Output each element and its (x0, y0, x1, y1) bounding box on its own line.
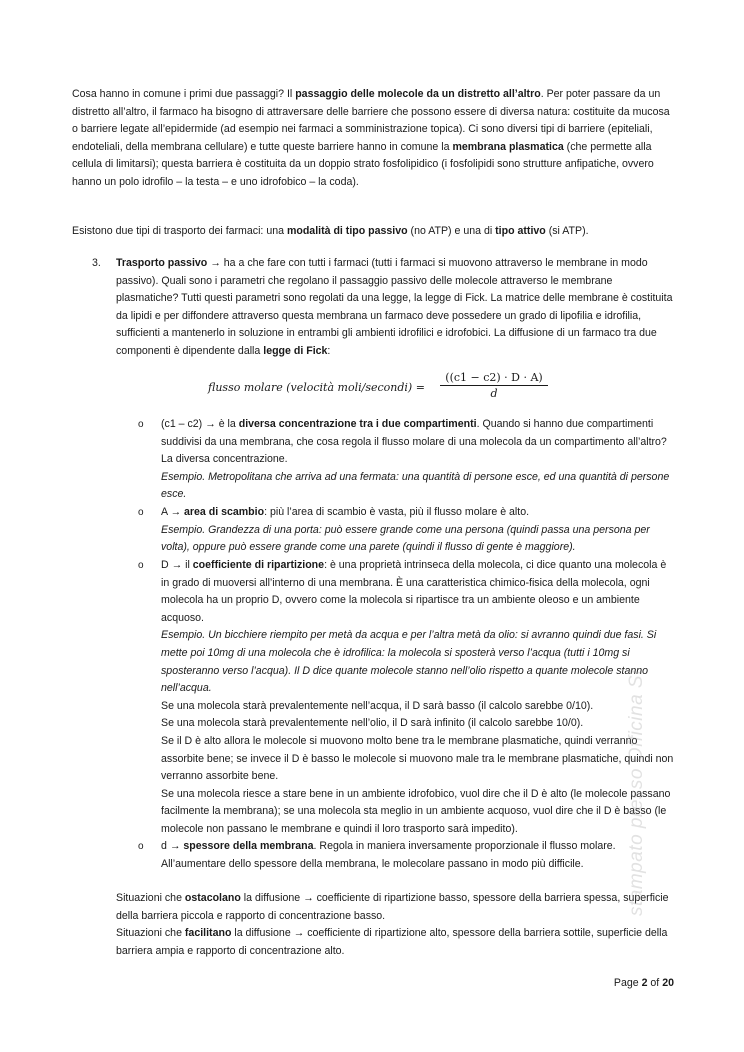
item-bold: diversa concentrazione tra i due compartimenti (238, 418, 477, 430)
intro-text-1: Cosa hanno in comune i primi due passaggi? Il (72, 88, 296, 100)
passive-transport-paragraph (116, 255, 674, 361)
fick-law-bold: legge di Fick (263, 344, 328, 357)
summary-text: Situazioni che (116, 892, 185, 904)
item-bold: area di scambio (183, 506, 265, 518)
item-text: : più l’area di scambio è vasta, più il flusso molare è alto. (264, 506, 530, 518)
types-bold-active: tipo attivo (495, 225, 546, 237)
arrow-icon: → (210, 257, 221, 269)
item-pre: è la (215, 418, 239, 430)
list-item-thickness (161, 838, 675, 873)
formula-lhs: flusso molare (velocità moli/secondi) = (208, 381, 425, 394)
item-extra-line: Se una molecola starà prevalentemente nell’acqua, il D sarà basso (il calcolo sarebbe 0/10). (161, 699, 594, 712)
formula-denominator: d (490, 387, 498, 400)
intro-bold-1: passaggio delle molecole da un distretto all’altro (295, 88, 541, 100)
list-item-area (161, 504, 675, 557)
item-lead: D (161, 559, 172, 571)
item-pre: il (182, 559, 193, 571)
summary-text: Situazioni che (116, 927, 185, 940)
types-text-1: Esistono due tipi di trasporto dei farmaci: una (72, 225, 287, 237)
item-text: : è una proprietà intrinseca della molecola, ci dice quanto una molecola è in grado di muoversi all’interno di una membrana. È una caratteristica chimico-fisica della molecola, ogni molecola ha un proprio D, ovvero come la molecola si ripartisce tra un ambiente oleoso e un ambiente acquoso. (161, 559, 667, 624)
item-bold: coefficiente di ripartizione (192, 559, 325, 571)
item-text: . Quando si hanno due compartimenti suddivisi da una membrana, che cosa regola il flusso molare di una molecola da un compartimento all’altro? La diversa concentrazione. (161, 418, 667, 466)
arrow-icon: → (205, 418, 216, 430)
page-total: 20 (662, 977, 674, 989)
item-lead: A (161, 506, 171, 518)
types-text-3: (si ATP). (545, 225, 589, 237)
page-current: 2 (641, 977, 648, 989)
summary-bold-facilitate: facilitano (184, 927, 232, 940)
passive-transport-title: Trasporto passivo (116, 257, 208, 269)
arrow-icon: → (169, 840, 181, 852)
passive-transport-text: ha a che fare con tutti i farmaci (tutti i farmaci si muovono attraverso le membrane in modo passivo). Quali sono i parametri che regolano il passaggio passivo delle molecole attraverso le membrane plasmatiche? Tutti questi parametri sono regolati da una legge, la legge di Fick. La matrice delle membrane è costituita da lipidi e per diffondere attraverso questa membrana un farmaco deve possedere un grado di lipofilia e idrofilia, sufficienti a mantenerlo in soluzione in entrambi gli ambienti idrofilici e idrofobici. La diffusione di un farmaco tra due componenti è dipendente dalla (116, 257, 673, 357)
bullet-icon: o (138, 419, 144, 430)
list-item-concentration (161, 416, 675, 504)
summary-text: la diffusione → coefficiente di ripartizione alto, spessore della barriera sottile, superficie della barriera ampia e rapporto di concentrazione alto. (116, 927, 668, 957)
page-label: Page (613, 977, 642, 989)
item-extra-line: Se una molecola starà prevalentemente nell’olio, il D sarà infinito (il calcolo sarebbe 10/0). (161, 717, 584, 730)
transport-types-paragraph (72, 223, 672, 241)
bullet-icon: o (138, 841, 144, 852)
watermark: stampato presso Officina SI (626, 669, 647, 916)
list-number: 3. (92, 257, 101, 269)
passive-transport-colon: : (327, 344, 331, 357)
item-lead: d (161, 840, 170, 852)
item-bold: spessore della membrana (183, 840, 314, 852)
summary-text: la diffusione → coefficiente di ripartizione basso, spessore della barriera spessa, superficie della barriera piccola e rapporto di concentrazione basso. (116, 892, 669, 922)
list-item-partition (161, 557, 675, 839)
page-number (614, 977, 674, 989)
intro-paragraph (72, 86, 672, 192)
arrow-icon: → (171, 559, 183, 571)
formula-fraction (440, 371, 548, 400)
arrow-icon: → (170, 506, 182, 518)
types-text-2: (no ATP) e una di (407, 225, 496, 237)
types-bold-passive: modalità di tipo passivo (286, 225, 408, 237)
summary-bold-hinder: ostacolano (184, 892, 241, 904)
summary-paragraph (116, 890, 676, 960)
item-example: Esempio. Metropolitana che arriva ad una fermata: una quantità di persone esce, ed una quantità di persone esce. (161, 470, 670, 501)
item-extra-line: Se il D è alto allora le molecole si muovono molto bene tra le membrane plasmatiche, quindi verranno assorbite bene; se invece il D è basso le molecole si muovono male tra le membrane plasmatiche, quindi non verranno assorbite bene. (161, 734, 674, 783)
intro-bold-2: membrana plasmatica (452, 140, 564, 153)
bullet-icon: o (138, 560, 144, 571)
intro-text-3: (che permette alla cellula di limitarsi); questa barriera è costituita da un doppio strato fosfolipidico (i fosfolipidi sono strutture anfipatiche, ovvero hanno un polo idrofilo – la testa – e uno idrofobico – la coda). (72, 140, 654, 188)
item-extra-line: Se una molecola riesce a stare bene in un ambiente idrofobico, vuol dire che il D è alto (le molecole passano facilmente la membrana); se una molecola sta meglio in un ambiente acquoso, vuol dire che il D è basso (le molecole non passano le membrane e quindi il loro trasporto sarà impedito). (161, 787, 671, 835)
bullet-icon: o (138, 507, 144, 518)
page-of: of (647, 977, 663, 989)
fick-formula (208, 371, 548, 405)
item-lead: (c1 – c2) (161, 418, 206, 430)
item-example: Esempio. Grandezza di una porta: può essere grande come una persona (quindi passa una persona per volta), oppure può essere grande come una parete (quindi il flusso di gente è maggiore). (161, 523, 650, 554)
intro-text-2: . Per poter passare da un distretto all’altro, il farmaco ha bisogno di attraversare delle barriere che possono essere di diversa natura: costituite da mucosa o barriere legate all’epidermide (ad esempio nei farmaci a somministrazione topica). Ci sono diversi tipi di barriere (epiteliali, endoteliali, della membrana cellulare) e tutte queste barriere hanno in comune la (72, 88, 670, 153)
formula-numerator: ((c1 − c2) · D · A) (440, 371, 548, 386)
item-example: Esempio. Un bicchiere riempito per metà da acqua e per l’altra metà da olio: si avranno quindi due fasi. Si mette poi 10mg di una molecola che è idrofilica: la molecola si sposterà verso l’acqua (tutti i 10mg si sposteranno verso l’acqua). Il D dice quante molecole stanno nell’olio rispetto a quante molecole stanno nell’acqua. (161, 629, 657, 695)
item-text: . Regola in maniera inversamente proporzionale il flusso molare. All’aumentare dello spessore della membrana, le molecolare passano in modo più difficile. (161, 840, 616, 870)
